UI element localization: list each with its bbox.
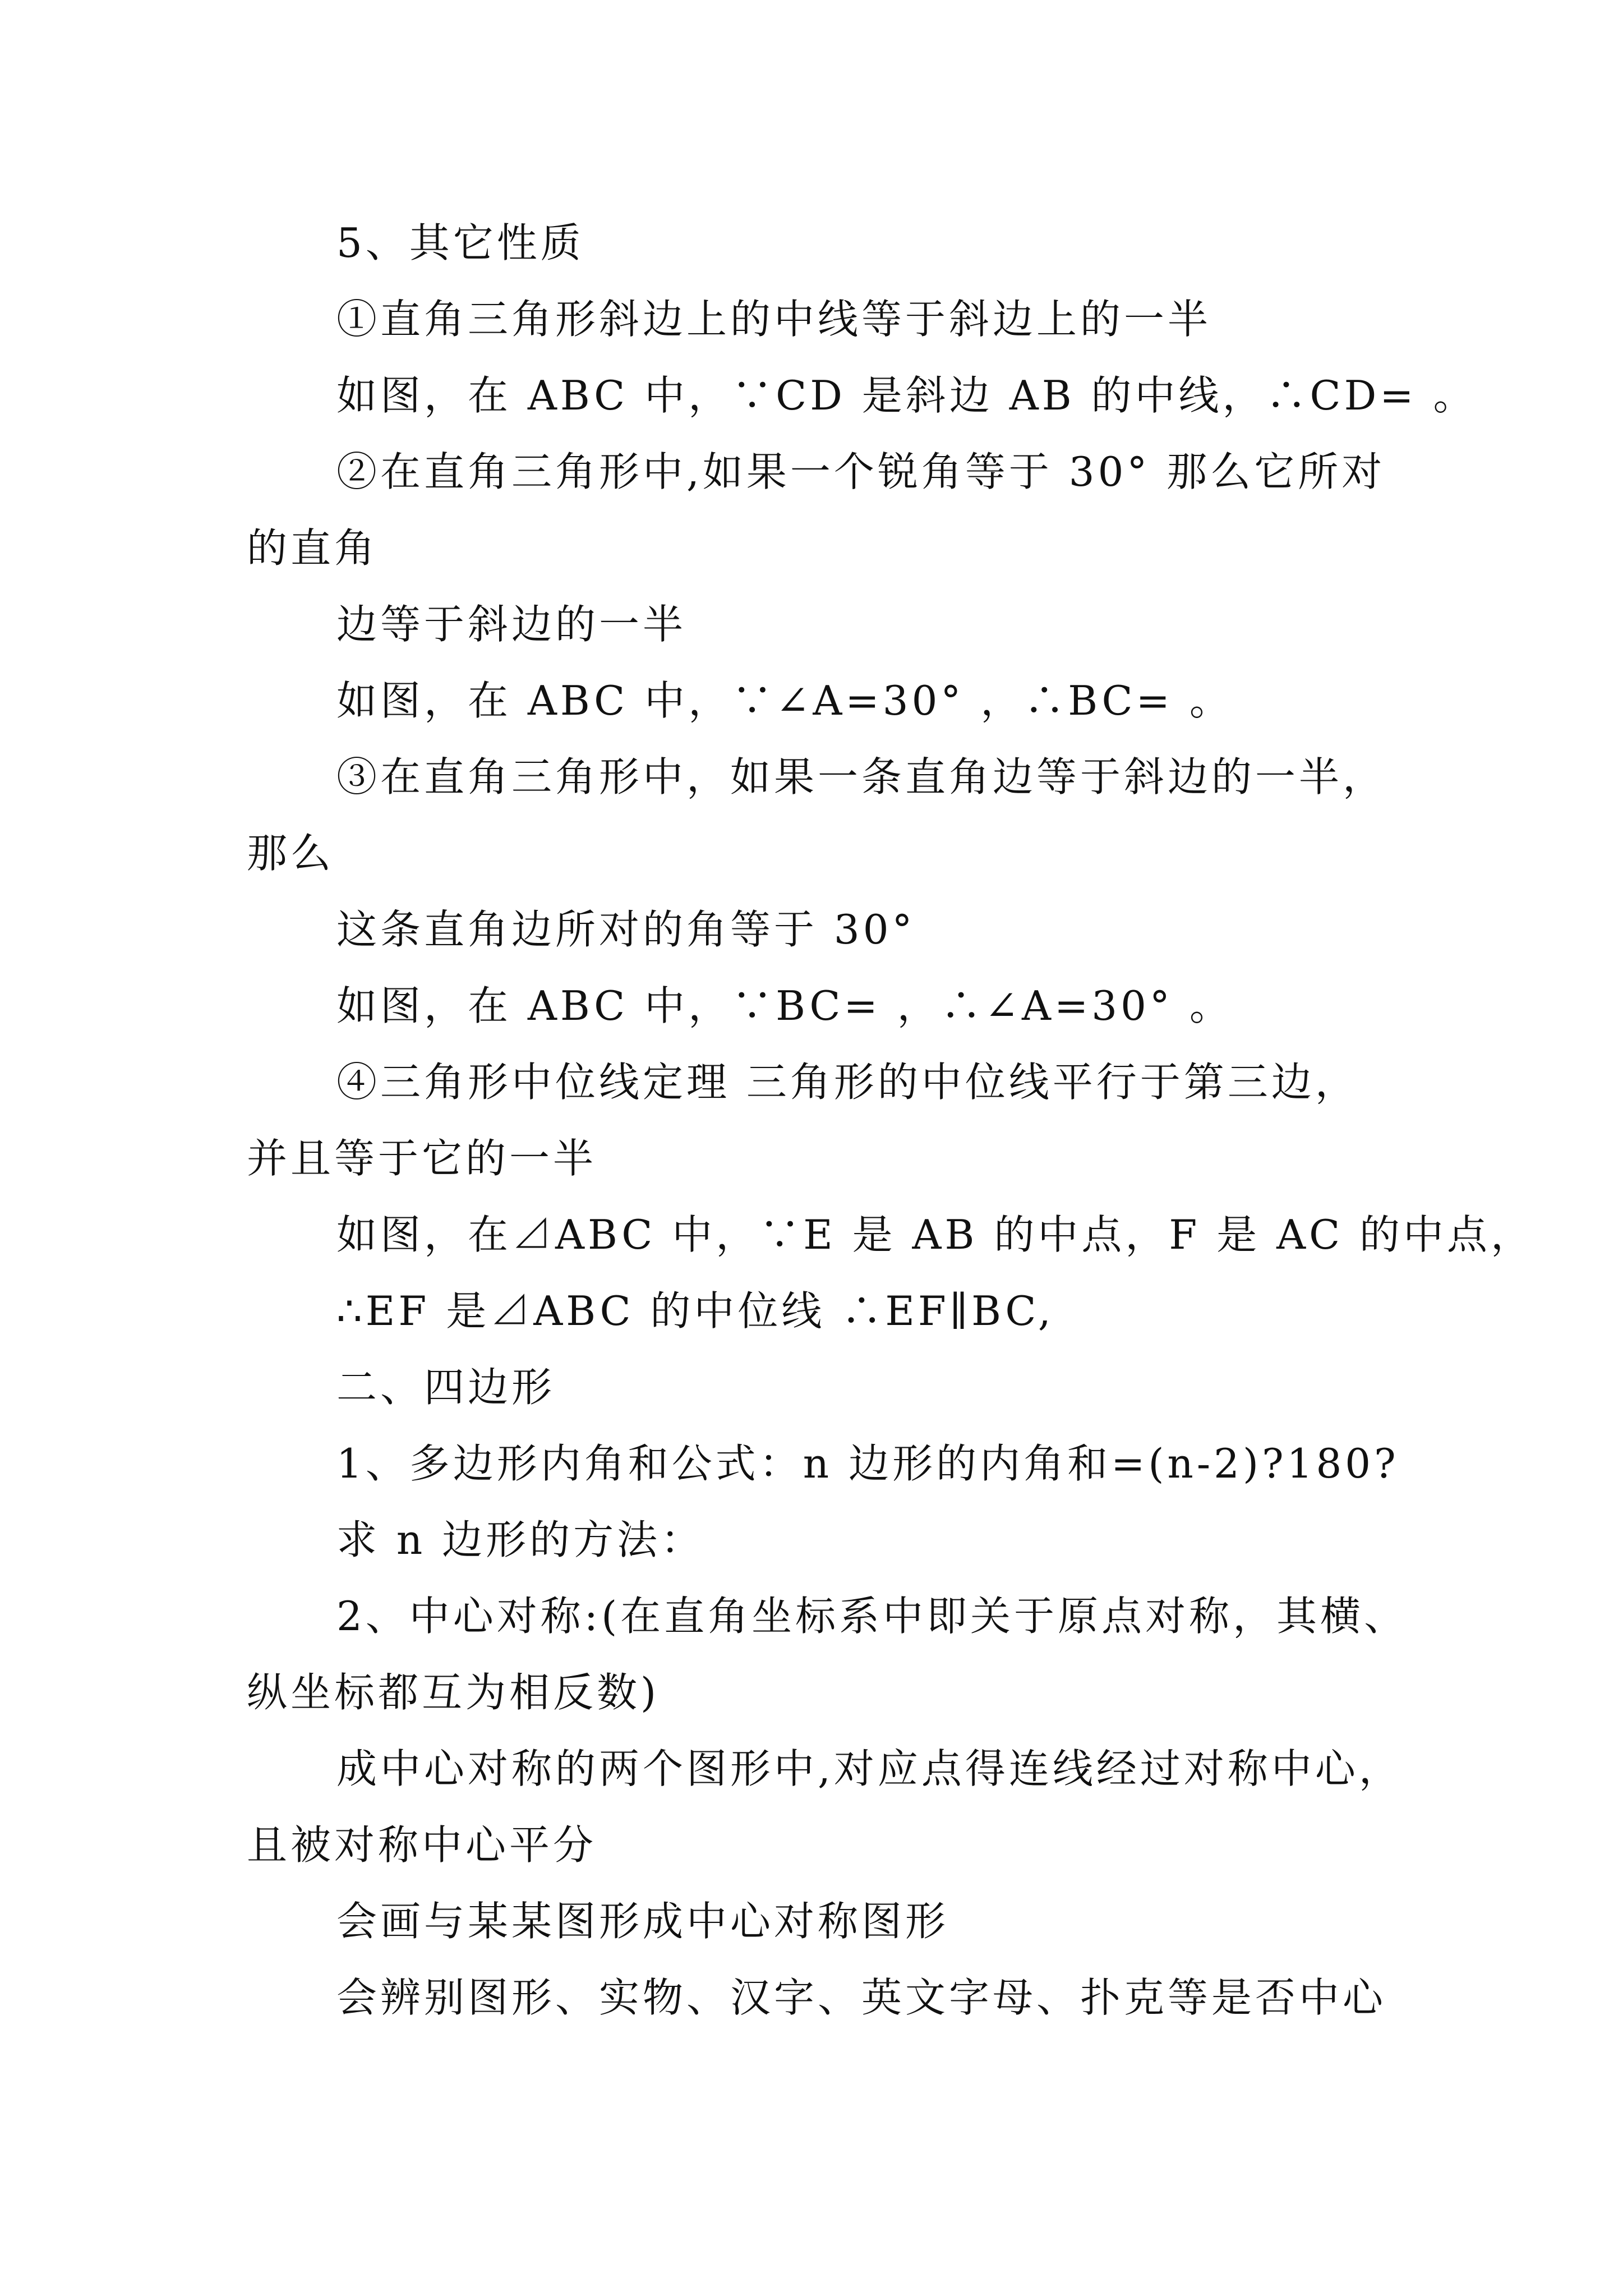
polygon-method: 求 n 边形的方法：	[336, 1516, 705, 1563]
property-4-example: 如图，在⊿ABC 中，∵E 是 AB 的中点，F 是 AC 的中点，	[336, 1211, 1535, 1258]
property-3-text: ③在直角三角形中，如果一条直角边等于斜边的一半，	[336, 753, 1387, 800]
property-2-text-cont: 的直角	[247, 524, 379, 572]
property-4-text: ④三角形中位线定理 三角形的中位线平行于第三边，	[336, 1059, 1359, 1106]
central-symmetry-recognition: 会辨别图形、实物、汉字、英文字母、扑克等是否中心	[336, 1974, 1387, 2021]
central-symmetry-property-cont: 且被对称中心平分	[247, 1821, 597, 1869]
property-3-text-cont: 那么	[247, 830, 335, 877]
heading-quadrilaterals: 二、四边形	[336, 1364, 556, 1411]
central-symmetry-drawing: 会画与某某图形成中心对称图形	[336, 1898, 949, 1945]
property-2-text-cont-2: 边等于斜边的一半	[336, 601, 687, 648]
property-4-example-cont: ∴EF 是⊿ABC 的中位线 ∴EF∥BC,	[336, 1287, 1054, 1335]
property-4-text-cont: 并且等于它的一半	[247, 1135, 597, 1182]
central-symmetry-property: 成中心对称的两个图形中,对应点得连线经过对称中心，	[336, 1745, 1403, 1792]
central-symmetry-text: 2、中心对称:(在直角坐标系中即关于原点对称，其横、	[336, 1593, 1408, 1640]
central-symmetry-text-cont: 纵坐标都互为相反数)	[247, 1669, 660, 1716]
property-2-example: 如图，在 ABC 中，∵∠A=30° ，∴BC= 。	[336, 677, 1233, 724]
heading-other-properties: 5、其它性质	[336, 219, 584, 266]
property-1-text: ①直角三角形斜边上的中线等于斜边上的一半	[336, 296, 1212, 343]
polygon-angle-formula: 1、多边形内角和公式：n 边形的内角和=(n-2)?180?	[336, 1440, 1399, 1487]
property-2-text: ②在直角三角形中,如果一个锐角等于 30° 那么它所对	[336, 448, 1386, 495]
property-1-example: 如图，在 ABC 中，∵CD 是斜边 AB 的中线，∴CD= 。	[336, 372, 1477, 419]
property-3-example: 如图，在 ABC 中，∵BC= ，∴∠A=30° 。	[336, 982, 1233, 1029]
property-3-text-cont-2: 这条直角边所对的角等于 30°	[336, 906, 916, 953]
